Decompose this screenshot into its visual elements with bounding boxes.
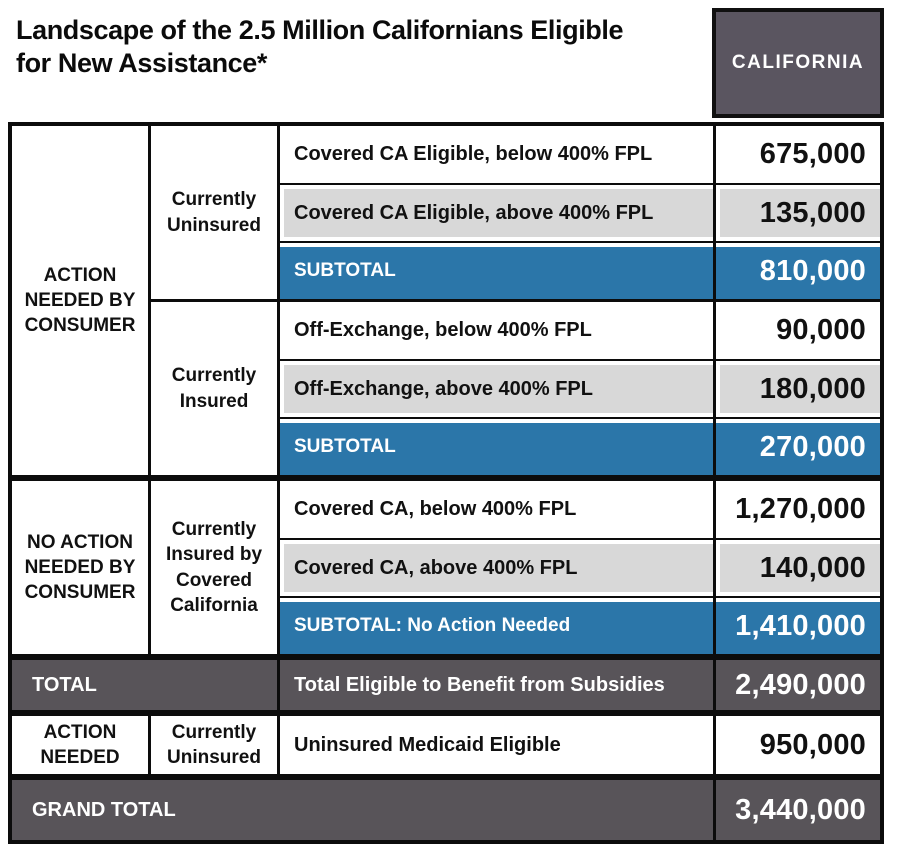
- total-row-label-cell: [12, 654, 277, 710]
- row-label: Off-Exchange, below 400% FPL: [294, 319, 592, 341]
- grand-total-value-cell: [713, 774, 880, 840]
- row-label-off-exchange-below-400: [277, 299, 713, 359]
- grand-total-value: 3,440,000: [735, 793, 866, 826]
- row-label: Off-Exchange, above 400% FPL: [294, 377, 593, 400]
- subgroup-cell-currently-uninsured: [148, 126, 277, 299]
- row-value: 140,000: [759, 551, 866, 584]
- row-value-subtotal-insured: [713, 417, 880, 475]
- row-label: SUBTOTAL: [294, 436, 396, 457]
- row-label-covered-ca-above-400: [277, 538, 713, 596]
- row-value-covered-ca-eligible-below-400: [713, 126, 880, 183]
- row-label: Covered CA, above 400% FPL: [294, 556, 578, 579]
- row-label-subtotal-insured: [277, 417, 713, 475]
- row-value: 675,000: [759, 138, 866, 170]
- page-title-line2: for New Assistance*: [16, 47, 267, 78]
- total-label: TOTAL: [32, 673, 97, 696]
- row-label-subtotal-no-action-needed: [277, 596, 713, 654]
- row-value-covered-ca-below-400: [713, 475, 880, 538]
- row-label: Covered CA, below 400% FPL: [294, 498, 577, 520]
- row-label: Covered CA Eligible, above 400% FPL: [294, 201, 654, 224]
- row-label: SUBTOTAL: [294, 260, 396, 281]
- row-value: 1,410,000: [735, 609, 866, 642]
- row-value-subtotal-uninsured: [713, 241, 880, 299]
- california-column-header-label: CALIFORNIA: [731, 52, 865, 73]
- grand-total-label-cell: [12, 774, 713, 840]
- subgroup-cell-currently-insured: [148, 299, 277, 475]
- row-value-off-exchange-below-400: [713, 299, 880, 359]
- row-value: 270,000: [759, 430, 866, 463]
- row-value: 180,000: [759, 372, 866, 405]
- subgroup-label: Currently Uninsured: [167, 189, 261, 236]
- row-value-covered-ca-eligible-above-400: [713, 183, 880, 241]
- total-description: Total Eligible to Benefit from Subsidies: [294, 673, 665, 696]
- row-label: SUBTOTAL: No Action Needed: [294, 615, 571, 636]
- row-value-subtotal-no-action-needed: [713, 596, 880, 654]
- subgroup-label: Currently Uninsured: [167, 721, 261, 768]
- page-title-line1: Landscape of the 2.5 Million Californians Eligible: [16, 15, 624, 45]
- total-value: 2,490,000: [735, 668, 866, 701]
- page-header: [0, 0, 900, 122]
- group-cell-action-needed: [12, 710, 148, 774]
- subgroup-label: Currently Insured by Covered California: [165, 519, 263, 616]
- row-value: 90,000: [776, 314, 866, 346]
- row-value: 1,270,000: [735, 493, 866, 525]
- row-label-off-exchange-above-400: [277, 359, 713, 417]
- row-value: 950,000: [759, 728, 866, 761]
- total-row-value-cell: [713, 654, 880, 710]
- grand-total-label: GRAND TOTAL: [32, 798, 176, 821]
- row-label-covered-ca-eligible-above-400: [277, 183, 713, 241]
- subgroup-cell-currently-uninsured-medicaid: [148, 710, 277, 774]
- row-value: 135,000: [759, 196, 866, 229]
- row-label: Uninsured Medicaid Eligible: [294, 733, 561, 756]
- group-label: ACTION NEEDED: [40, 721, 120, 768]
- group-cell-action-needed-by-consumer: [12, 126, 148, 475]
- group-cell-no-action-needed-by-consumer: [12, 475, 148, 654]
- row-value: 810,000: [759, 254, 866, 287]
- row-value-off-exchange-above-400: [713, 359, 880, 417]
- row-label-covered-ca-eligible-below-400: [277, 126, 713, 183]
- california-column-header: [712, 8, 884, 118]
- page-title: [16, 14, 623, 80]
- total-row-description-cell: [277, 654, 713, 710]
- row-value-uninsured-medicaid-eligible: [713, 710, 880, 774]
- group-label: NO ACTION NEEDED BY CONSUMER: [24, 531, 136, 604]
- subgroup-label: Currently Insured: [171, 365, 257, 412]
- subgroup-cell-currently-insured-by-covered-california: [148, 475, 277, 654]
- assistance-landscape-table: [8, 122, 884, 844]
- row-value-covered-ca-above-400: [713, 538, 880, 596]
- row-label-covered-ca-below-400: [277, 475, 713, 538]
- row-label: Covered CA Eligible, below 400% FPL: [294, 143, 653, 165]
- row-label-subtotal-uninsured: [277, 241, 713, 299]
- group-label: ACTION NEEDED BY CONSUMER: [24, 264, 136, 337]
- row-label-uninsured-medicaid-eligible: [277, 710, 713, 774]
